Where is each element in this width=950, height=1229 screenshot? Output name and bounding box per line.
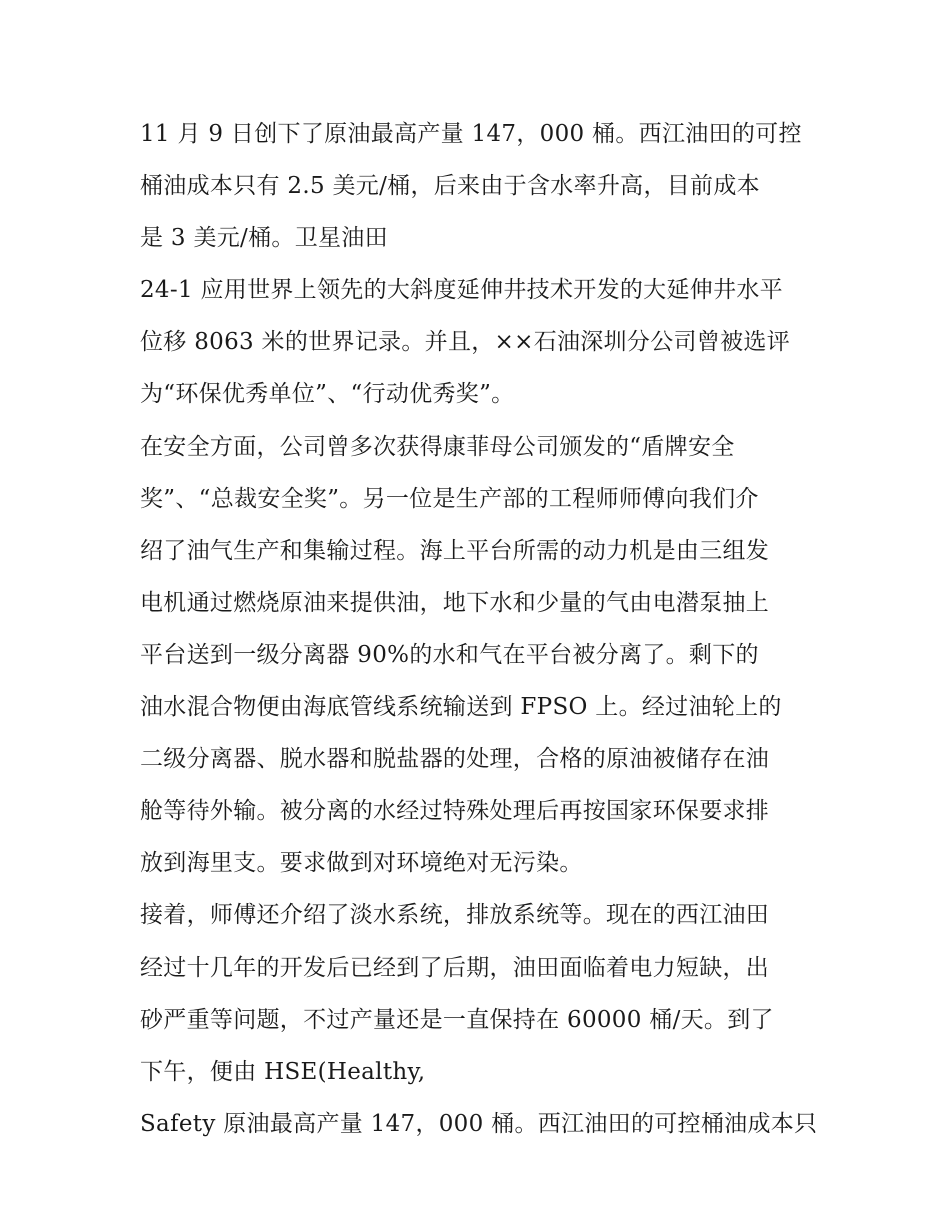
text-line: 接着，师傅还介绍了淡水系统，排放系统等。现在的西江油田 — [140, 902, 770, 929]
text-line: 是 3 美元/桶。卫星油田 — [140, 225, 388, 252]
text-line: 奖”、“总裁安全奖”。另一位是生产部的工程师师傅向我们介 — [140, 485, 759, 512]
text-line: 11 月 9 日创下了原油最高产量 147，000 桶。西江油田的可控 — [140, 121, 802, 147]
document-body — [140, 108, 820, 1150]
text-line: 舱等待外输。被分离的水经过特殊处理后再按国家环保要求排 — [140, 798, 770, 825]
text-line: 位移 8063 米的世界记录。并且，××石油深圳分公司曾被选评 — [140, 329, 790, 356]
text-line: 桶油成本只有 2.5 美元/桶，后来由于含水率升高，目前成本 — [140, 173, 760, 200]
text-line: 下午，便由 HSE(Healthy, — [140, 1058, 426, 1085]
text-line: 平台送到一级分离器 90%的水和气在平台被分离了。剩下的 — [140, 641, 759, 668]
text-line: 砂严重等问题，不过产量还是一直保持在 60000 桶/天。到了 — [140, 1006, 774, 1033]
text-line: 在安全方面，公司曾多次获得康菲母公司颁发的“盾牌安全 — [140, 433, 735, 460]
text-line: 放到海里支。要求做到对环境绝对无污染。 — [140, 850, 583, 877]
text-line: 二级分离器、脱水器和脱盐器的处理，合格的原油被储存在油 — [140, 746, 770, 773]
text-line: 电机通过燃烧原油来提供油，地下水和少量的气由电潜泵抽上 — [140, 589, 770, 616]
text-line: 油水混合物便由海底管线系统输送到 FPSO 上。经过油轮上的 — [140, 694, 782, 721]
text-line: Safety 原油最高产量 147，000 桶。西江油田的可控桶油成本只 — [140, 1110, 818, 1137]
text-line: 绍了油气生产和集输过程。海上平台所需的动力机是由三组发 — [140, 537, 770, 564]
text-line: 经过十几年的开发后已经到了后期，油田面临着电力短缺，出 — [140, 954, 770, 981]
text-line: 24-1 应用世界上领先的大斜度延伸井技术开发的大延伸井水平 — [140, 277, 783, 304]
text-line: 为“环保优秀单位”、“行动优秀奖”。 — [140, 381, 515, 408]
